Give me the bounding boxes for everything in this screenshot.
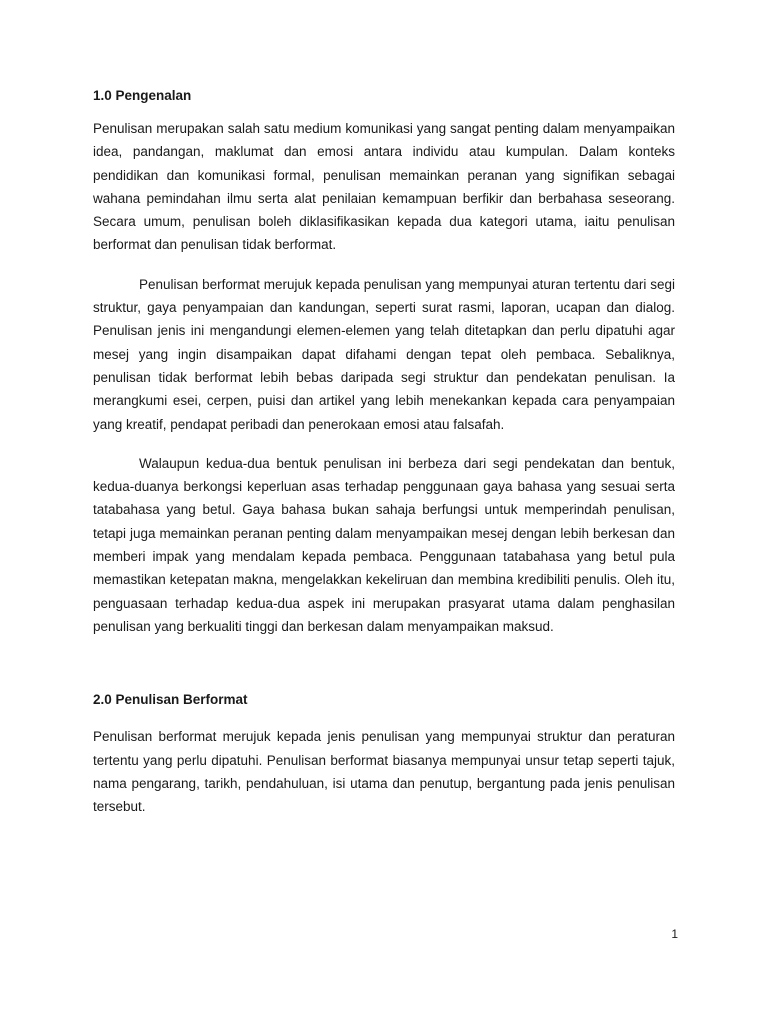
section-heading-penulisan-berformat: 2.0 Penulisan Berformat — [93, 692, 248, 708]
paragraph: Penulisan berformat merujuk kepada penulisan yang mempunyai aturan tertentu dari segi struktur, gaya penyampaian dan kandungan, seperti surat rasmi, laporan, ucapan dan dialog. Penulisan jenis ini mengandungi elemen-elemen yang telah ditetapkan dan perlu dipatuhi agar mesej yang ingin disampaikan dapat difahami dengan tepat oleh pembaca. Sebaliknya, penulisan tidak berformat lebih bebas daripada segi struktur dan pendekatan penulisan. Ia merangkumi esei, cerpen, puisi dan artikel yang lebih menekankan kepada cara penyampaian yang kreatif, pendapat peribadi dan penerokaan emosi atau falsafah. — [93, 276, 675, 432]
page-number: 1 — [671, 927, 678, 941]
section-heading-pengenalan: 1.0 Pengenalan — [93, 88, 192, 103]
paragraph: Penulisan merupakan salah satu medium komunikasi yang sangat penting dalam menyampaikan idea, pandangan, maklumat dan emosi antara individu atau kumpulan. Dalam konteks pendidikan dan komunikasi formal, penulisan memainkan peranan yang signifikan sebagai wahana pemindahan ilmu serta alat penilaian kemampuan berfikir dan berbahasa seseorang. Secara umum, penulisan boleh diklasifikasikan kepada dua kategori utama, iaitu penulisan berformat dan penulisan tidak berformat. — [93, 121, 675, 253]
paragraph: Walaupun kedua-dua bentuk penulisan ini berbeza dari segi pendekatan dan bentuk, kedua-duanya berkongsi keperluan asas terhadap penggunaan gaya bahasa yang sesuai serta tatabahasa yang betul. Gaya bahasa bukan sahaja berfungsi untuk memperindah penulisan, tetapi juga memainkan peranan penting dalam menyampaikan mesej dengan lebih berkesan dan memberi impak yang mendalam kepada pembaca. Penggunaan tatabahasa yang betul pula memastikan ketepatan makna, mengelakkan kekeliruan dan membina kredibiliti penulis. Oleh itu, penguasaan terhadap kedua-dua aspek ini merupakan prasyarat utama dalam penghasilan penulisan yang berkualiti tinggi dan berkesan dalam menyampaikan maksud. — [93, 455, 675, 634]
page-content — [93, 86, 675, 818]
paragraph: Penulisan berformat merujuk kepada jenis penulisan yang mempunyai struktur dan peraturan tertentu yang perlu dipatuhi. Penulisan berformat biasanya mempunyai unsur tetap seperti tajuk, nama pengarang, tarikh, pendahuluan, isi utama dan penutup, bergantung pada jenis penulisan tersebut. — [93, 729, 675, 815]
